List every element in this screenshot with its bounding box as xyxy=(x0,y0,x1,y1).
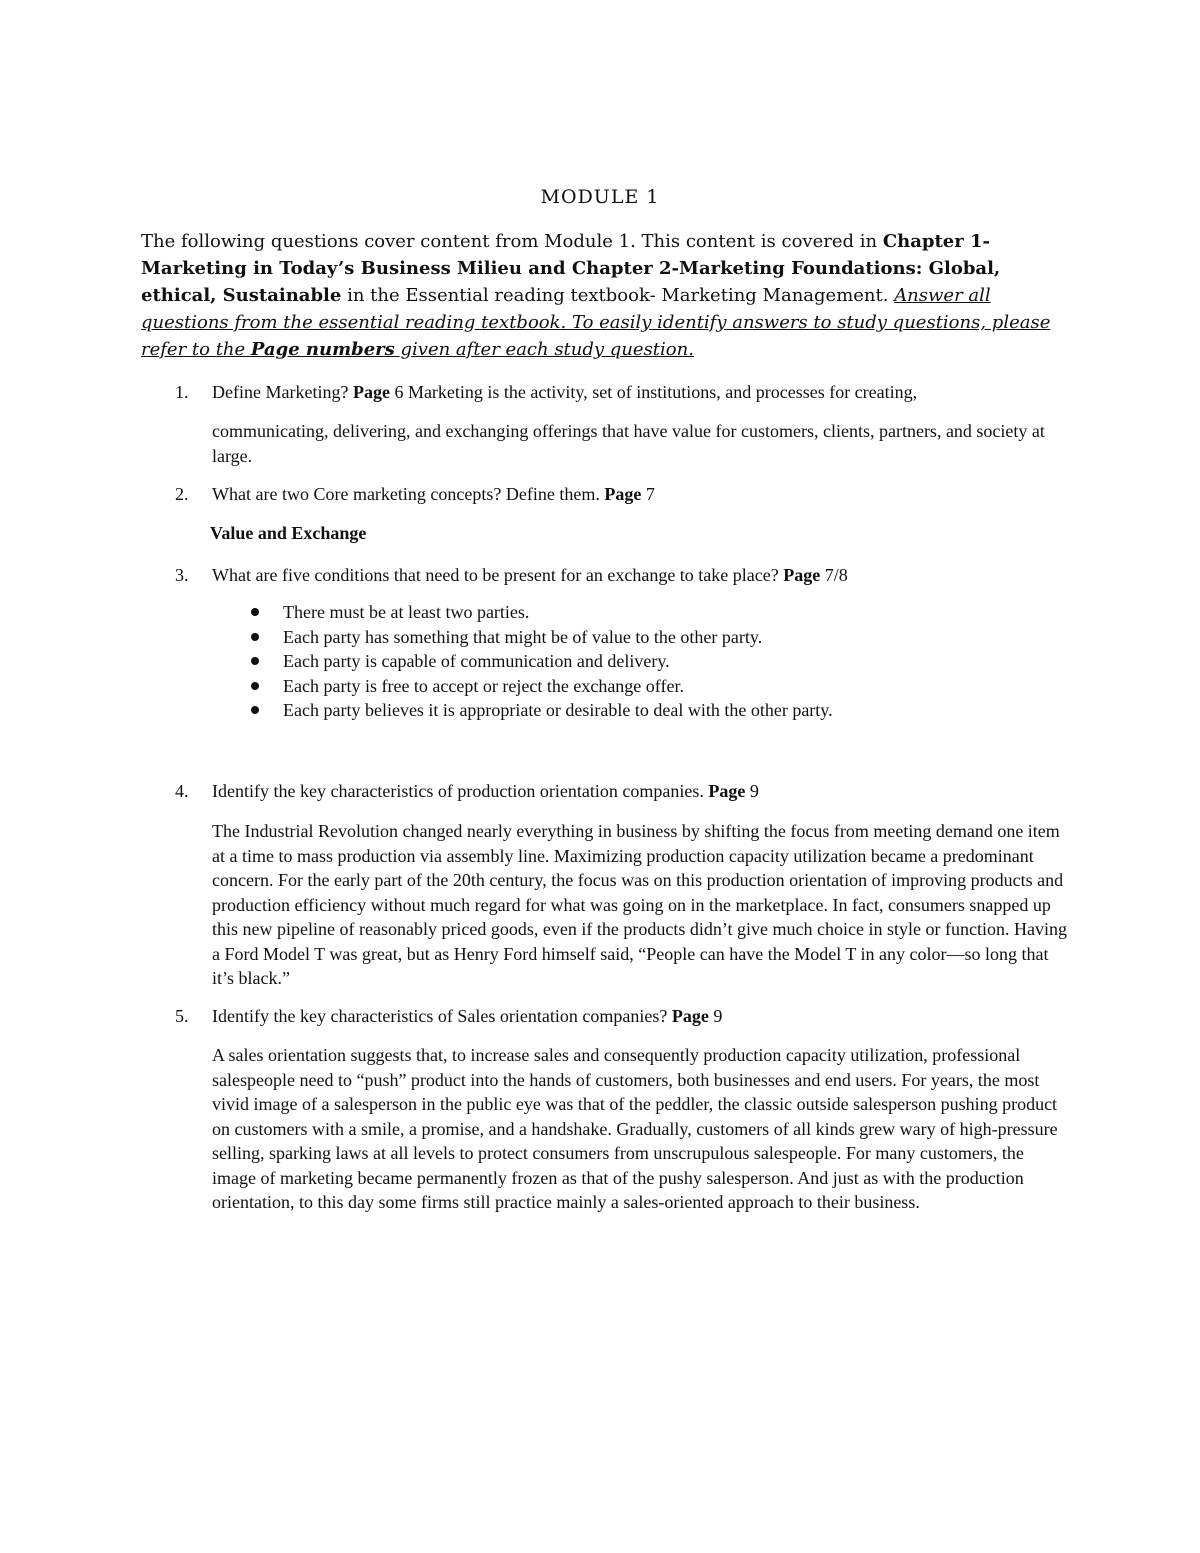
list-item xyxy=(248,625,833,650)
question-number: 2. xyxy=(175,484,189,504)
question-text xyxy=(212,380,917,404)
question-label: Identify the key characteristics of production orientation companies. xyxy=(212,781,709,801)
question-number: 5. xyxy=(175,1006,189,1026)
page-number: 7/8 xyxy=(820,565,848,585)
question-label: What are five conditions that need to be present for an exchange to take place? xyxy=(212,565,784,585)
list-item-text: Each party believes it is appropriate or desirable to deal with the other party. xyxy=(283,700,833,720)
intro-note-bold: Page numbers xyxy=(250,339,395,360)
answer-1: communicating, delivering, and exchanging offerings that have value for customers, clients, partners, and society at large. xyxy=(212,421,1045,466)
list-item-text: Each party is capable of communication and delivery. xyxy=(283,651,670,671)
bullet-icon xyxy=(251,608,259,616)
page-label: Page xyxy=(708,781,746,801)
bullet-icon xyxy=(251,633,259,641)
answer-5: A sales orientation suggests that, to increase sales and consequently production capacity utilization, professional salespeople need to “push” product into the hands of customers, both businesses and end users. For years, the most vivid image of a salesperson in the public eye was that of the peddler, the classic outside salesperson pushing product on customers with a smile, a promise, and a handshake. Gradually, customers of all kinds grew wary of high-pressure selling, sparking laws at all levels to protect consumers from unscrupulous salespeople. For many customers, the image of marketing became permanently frozen as that of the pushy salesperson. And just as with the production orientation, to this day some firms still practice mainly a sales-oriented approach to their business. xyxy=(212,1045,1058,1212)
page-label: Page xyxy=(671,1006,709,1026)
intro-note-text-2: given after each study question. xyxy=(394,339,694,360)
answer-4: The Industrial Revolution changed nearly everything in business by shifting the focus from meeting demand one item at a time to mass production via assembly line. Maximizing production capacity utilization became a predominant concern. For the early part of the 20th century, the focus was on this production orientation of improving products and production efficiency without much regard for what was going on in the marketplace. In fact, consumers snapped up this new pipeline of reasonably priced goods, even if the products didn’t give much choice in style or function. Having a Ford Model T was great, but as Henry Ford himself said, “People can have the Model T in any color—so long that it’s black.” xyxy=(212,821,1067,988)
answer-inline: Marketing is the activity, set of institutions, and processes for creating, xyxy=(403,382,918,402)
question-text xyxy=(212,482,655,506)
list-item-text: There must be at least two parties. xyxy=(283,602,530,622)
answer-2: Value and Exchange xyxy=(210,523,367,543)
intro-paragraph xyxy=(141,228,1061,363)
page-number: 9 xyxy=(745,781,759,801)
page-label: Page xyxy=(604,484,642,504)
list-item xyxy=(248,649,833,674)
question-number: 1. xyxy=(175,382,189,402)
question-number: 3. xyxy=(175,565,189,585)
bullet-icon xyxy=(251,706,259,714)
list-item xyxy=(248,674,833,699)
list-item-text: Each party is free to accept or reject the exchange offer. xyxy=(283,675,684,696)
page-number: 9 xyxy=(708,1006,723,1026)
intro-text-2: in the Essential reading textbook- Marketing Management. xyxy=(341,285,895,306)
page-label: Page xyxy=(352,382,390,402)
question-text xyxy=(212,1004,722,1028)
intro-text: The following questions cover content from Module 1. This content is covered in xyxy=(141,231,883,252)
bullet-icon xyxy=(251,682,259,690)
page-label: Page xyxy=(783,565,821,585)
page-number: 7 xyxy=(641,484,655,504)
question-text xyxy=(212,779,759,803)
conditions-list xyxy=(248,600,833,723)
bullet-icon xyxy=(251,657,259,665)
page-title: MODULE 1 xyxy=(540,186,660,208)
question-text xyxy=(212,563,848,587)
intro-chapters: Chapter 1- Marketing in Today’s Business Milieu and Chapter 2-Marketing Foundations: Global, ethical, Sustainable xyxy=(141,231,1001,306)
intro-note-text: Answer all questions from the essential reading textbook. To easily identify answers to study questions, please refer to the xyxy=(141,285,1051,360)
question-label: Identify the key characteristics of Sales orientation companies? xyxy=(212,1006,672,1026)
question-label: Define Marketing? xyxy=(212,382,353,402)
list-item-text: Each party has something that might be of value to the other party. xyxy=(283,626,763,647)
page-number: 6 xyxy=(389,382,404,402)
list-item xyxy=(248,698,833,723)
list-item xyxy=(248,600,833,625)
question-number: 4. xyxy=(175,781,189,801)
question-label: What are two Core marketing concepts? Define them. xyxy=(212,484,605,504)
